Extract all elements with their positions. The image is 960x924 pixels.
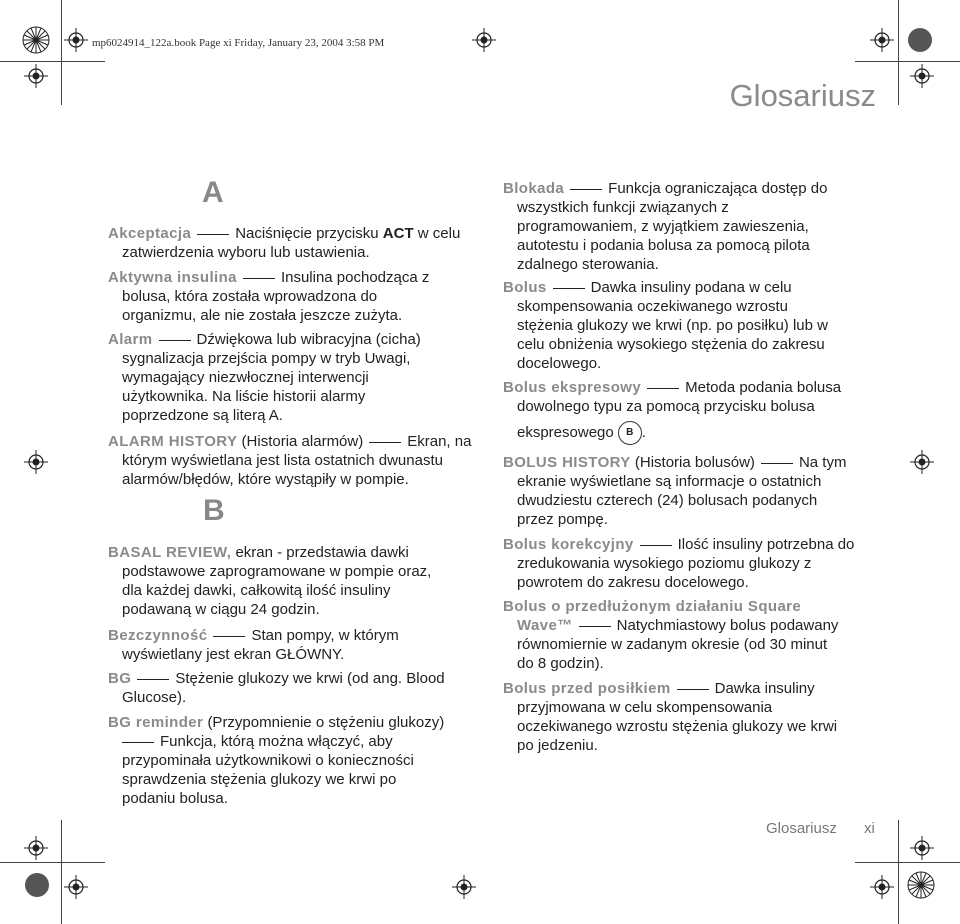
trim-line [855,61,960,62]
entry-text: którym wyświetlana jest lista ostatnich dwunastu [122,452,443,469]
trim-line [898,820,899,924]
glossary-term: Bolus [503,279,547,296]
registration-mark-icon [910,450,934,474]
act-button-label: ACT [382,225,414,242]
glossary-entry [503,597,838,673]
registration-mark-icon [64,875,88,899]
glossary-entry [108,330,421,425]
starburst-target-icon [22,26,50,54]
trim-line [0,862,105,863]
entry-text: sygnalizacja przejścia pompy w tryb Uwagi, [122,350,411,367]
registration-mark-icon [910,64,934,88]
glossary-entry [108,669,445,707]
registration-mark-icon [24,836,48,860]
glossary-entry [108,543,431,619]
entry-text: po jedzeniu. [517,737,598,754]
button-glyph-label: B [626,427,634,438]
glossary-entry [108,268,429,325]
trim-line [898,0,899,105]
trim-line [61,0,62,105]
entry-text: Funkcja, którą można włączyć, aby [160,733,393,750]
entry-text: równomiernie w zadanym okresie (od 30 minut [517,636,828,653]
entry-text: Metoda podania bolusa [685,379,842,396]
entry-text: (Przypomnienie o stężeniu glukozy) [207,714,445,731]
glossary-term: Bolus ekspresowy [503,379,642,396]
entry-text: wszystkich funkcji związanych z [517,199,729,216]
entry-text: dowolnego typu za pomocą przycisku bolusa [517,398,815,415]
entry-text: Ilość insuliny potrzebna do [677,536,855,553]
entry-text: (Historia bolusów) [634,454,755,471]
entry-text: programowaniem, z wyjątkiem zawieszenia, [517,218,809,235]
entry-text: stężenia glukozy we krwi (np. po posiłku) lub w [517,317,828,334]
glossary-entry [503,679,837,755]
glossary-term: BG [108,670,132,687]
entry-text: skompensowania oczekiwanego wzrostu [517,298,788,315]
gray-dot-icon [907,27,933,53]
entry-text: . [641,423,646,441]
entry-text: alarmów/błędów, które wystąpiły w pompie. [122,471,409,488]
glossary-term: Blokada [503,180,565,197]
registration-mark-icon [24,64,48,88]
glossary-term: BASAL REVIEW, [108,544,232,561]
entry-text: Funkcja ograniczająca dostęp do [608,180,828,197]
glossary-term: Akceptacja [108,225,192,242]
entry-text: docelowego. [517,355,602,372]
glossary-term: BG reminder [108,714,204,731]
trim-line [61,820,62,924]
registration-mark-icon [472,28,496,52]
registration-mark-icon [452,875,476,899]
express-bolus-button-icon [618,421,642,445]
registration-mark-icon [24,450,48,474]
glossary-entry [503,535,854,592]
entry-text: zdalnego sterowania. [517,256,659,273]
gray-dot-icon [24,872,50,898]
entry-text: Glucose). [122,689,187,706]
glossary-term: Aktywna insulina [108,269,237,286]
entry-text: Natychmiastowy bolus podawany [616,617,839,634]
registration-mark-icon [64,28,88,52]
glossary-entry [503,378,841,445]
page-number: xi [864,820,875,837]
entry-text: ekspresowego [517,423,614,441]
entry-text: zatwierdzenia wyboru lub ustawienia. [122,244,370,261]
entry-text: wymagający niezwłocznej interwencji [122,369,369,386]
entry-text: Na tym [798,454,847,471]
entry-text: Stężenie glukozy we krwi (od ang. Blood [175,670,445,687]
entry-text: podawaną w ciągu 24 godzin. [122,601,320,618]
trim-line [855,862,960,863]
entry-text: użytkownika. Na liście historii alarmy [122,388,366,405]
registration-mark-icon [910,836,934,860]
entry-text: dwudziestu czterech (24) bolusach podanych [517,492,818,509]
entry-text: Stan pompy, w którym [251,627,399,644]
entry-text: podaniu bolusa. [122,790,228,807]
entry-text: (Historia alarmów) [241,433,364,450]
glossary-entry [108,626,399,664]
entry-text: przypominała użytkownikowi o konieczności [122,752,414,769]
entry-text: do 8 godzin). [517,655,604,672]
entry-text: Naciśnięcie przycisku [235,225,379,242]
glossary-term: Alarm [108,331,153,348]
glossary-term: Bolus korekcyjny [503,536,634,553]
glossary-term: BOLUS HISTORY [503,454,631,471]
file-info: mp6024914_122a.book Page xi Friday, January 23, 2004 3:58 PM [92,37,385,49]
entry-text: dla każdej dawki, całkowitą ilość insuliny [122,582,391,599]
entry-text: przez pompę. [517,511,608,528]
entry-text: powrotem do zakresu docelowego. [517,574,749,591]
entry-text: w celu [417,225,461,242]
entry-text: celu obniżenia wysokiego stężenia do zakresu [517,336,825,353]
registration-mark-icon [870,28,894,52]
entry-text: oczekiwanego wzrostu stężenia glukozy we krwi [517,718,838,735]
glossary-entry [503,278,828,373]
glossary-term-continued: Wave™ [517,617,573,634]
entry-text: autotestu i podania bolusa za pomocą pilota [517,237,810,254]
registration-mark-icon [870,875,894,899]
glossary-entry [108,432,471,489]
entry-text: podstawowe zaprogramowane w pompie oraz, [122,563,432,580]
entry-text: wyświetlany jest ekran GŁÓWNY. [122,646,345,663]
entry-text: poprzedzone są literą A. [122,407,283,424]
glossary-term: Bolus przed posiłkiem [503,680,671,697]
entry-text: Ekran, na [407,433,472,450]
entry-text: ekranie wyświetlane są informacje o ostatnich [517,473,822,490]
footer-title: Glosariusz [766,820,837,837]
glossary-entry [503,179,827,274]
glossary-entry [108,713,444,808]
entry-text: organizmu, ale nie została jeszcze zużyta. [122,307,403,324]
section-letter-a: A [202,176,224,209]
entry-text: Dawka insuliny [714,680,815,697]
glossary-entry [108,224,460,262]
trim-line [0,61,105,62]
glossary-term: ALARM HISTORY [108,433,238,450]
glossary-term: Bolus o przedłużonym działaniu Square [503,598,802,615]
entry-text: Dawka insuliny podana w celu [590,279,792,296]
entry-text: Dźwiękowa lub wibracyjna (cicha) [196,331,421,348]
page-title: Glosariusz [729,78,876,113]
section-letter-b: B [203,494,225,527]
entry-text: zredukowania wysokiego poziomu glukozy z [517,555,812,572]
starburst-target-icon [907,871,935,899]
glossary-term: Bezczynność [108,627,208,644]
entry-text: bolusa, która została wprowadzona do [122,288,378,305]
entry-text: sprawdzenia stężenia glukozy we krwi po [122,771,397,788]
glossary-entry [503,453,846,529]
entry-text: ekran - przedstawia dawki [235,544,409,561]
entry-text: Insulina pochodząca z [280,269,430,286]
entry-text: przyjmowana w celu skompensowania [517,699,773,716]
